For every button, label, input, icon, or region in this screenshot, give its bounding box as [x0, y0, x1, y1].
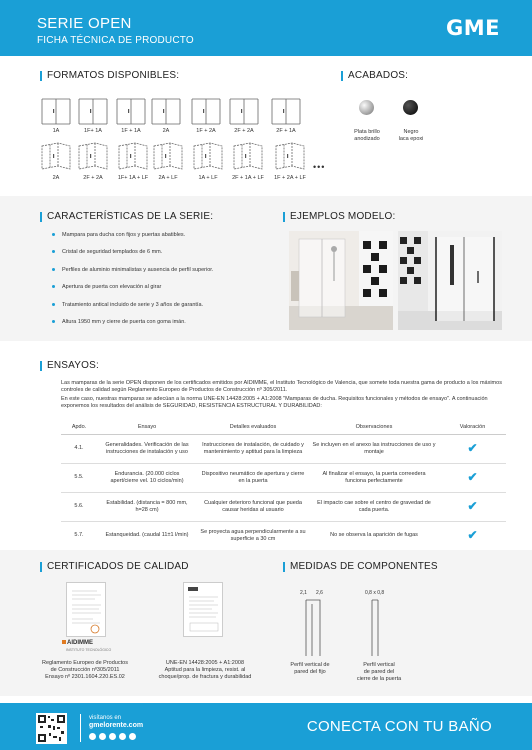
table-row: [61, 463, 506, 492]
cell-observaciones: Se incluyen en el anexo las instrucciones de uso y montaje: [309, 434, 439, 463]
cell-apdo: 5.5.: [61, 463, 97, 492]
certificate-document-1: [66, 582, 106, 637]
aidimme-subtitle: INSTITUTO TECNOLÓGICO: [66, 648, 112, 652]
certificate-label-2: UNE-EN 14428:2005 + A1:2008 Aptitud para la limpieza, resist. al choque/prop. de fractura y durabilidad: [158, 660, 252, 680]
more-formats-indicator: •••: [313, 162, 326, 172]
cell-observaciones: El impacto cae sobre el centro de gravedad de cada puerta.: [309, 492, 439, 521]
feature-item: Tratamiento antical incluido de serie y 3 años de garantía.: [52, 302, 213, 319]
format-label: 2F + 2A: [234, 128, 254, 134]
col-header-detalles: Detalles evaluados: [197, 420, 309, 434]
format-thumbnail-2-0: [38, 141, 74, 171]
tests-intro-paragraph: Las mamparas de la serie OPEN disponen de los certificados emitidos por AIDIMME, el Instituto Tecnológico de Valencia, que somete toda nuestra gama de producto a los máximos controles de calidad según Reglamento Europeo de Productos de Construcción nº 305/2011.: [61, 380, 502, 393]
finish-swatch-black: [403, 100, 418, 115]
col-header-valoracion: Valoración: [439, 420, 506, 434]
aidimme-logo: AIDIMME: [62, 640, 93, 646]
formats-title: FORMATOS DISPONIBLES:: [47, 70, 180, 81]
example-photo-white: [289, 231, 393, 330]
format-label: 2A: [162, 128, 170, 134]
table-header-row: [61, 420, 506, 434]
format-thumbnail-2-4: [190, 141, 226, 171]
wall-profile-fixed-drawing: [300, 598, 330, 658]
format-label: 1F + 2A + LF: [274, 175, 306, 181]
format-thumbnail-2-3: [150, 141, 186, 171]
checkmark-icon: ✔: [439, 463, 506, 492]
youtube-icon[interactable]: [129, 733, 136, 740]
tests-norm-paragraph: En este caso, nuestras mamparas se adecúan a la norma UNE-EN 14428:2005 + A1:2008 "Mamparas de ducha. Requisitos funcionales y métodos de ensayo". A continuación exponemos los resultados del análisis de SEGURIDAD, RESISTENCIA ESTRUCTURAL Y DURABILIDAD:: [61, 396, 488, 409]
brand-logo: GME: [446, 16, 500, 40]
checkmark-icon: ✔: [439, 492, 506, 521]
col-header-ensayo: Ensayo: [97, 420, 197, 434]
table-row: [61, 492, 506, 521]
checkmark-icon: ✔: [439, 521, 506, 550]
cell-ensayo: Estanqueidad. (caudal 11±1 l/min): [97, 521, 197, 550]
series-subtitle: FICHA TÉCNICA DE PRODUCTO: [37, 35, 194, 46]
format-thumbnail-2-1: [75, 141, 111, 171]
tests-table: [61, 420, 506, 551]
examples-title: EJEMPLOS MODELO:: [290, 211, 396, 222]
profile-dim-1a: 2,1: [300, 590, 307, 596]
feature-item: Perfiles de aluminio minimalistas y ausencia de perfil superior.: [52, 267, 213, 284]
cell-apdo: 4.1.: [61, 434, 97, 463]
finish-label-silver: Plata brillo anodizado: [354, 129, 380, 142]
feature-item: Mampara para ducha con fijos y puertas abatibles.: [52, 232, 213, 249]
format-label: 2F + 1A + LF: [232, 175, 264, 181]
format-label: 1A: [52, 128, 60, 134]
cell-apdo: 5.6.: [61, 492, 97, 521]
format-label: 2F + 2A: [83, 175, 103, 181]
format-label: 1F + 2A: [196, 128, 216, 134]
cell-observaciones: No se observa la aparición de fugas: [309, 521, 439, 550]
format-thumbnail-1-4: [188, 96, 224, 126]
checkmark-icon: ✔: [439, 434, 506, 463]
footer-visit: visítanos en gmelorente.com: [89, 715, 144, 729]
cell-apdo: 5.7.: [61, 521, 97, 550]
profile-dim-2: 0,8 x 0,8: [365, 590, 385, 596]
certificate-label-1: Reglamento Europeo de Productos de Construcción nº305/2011 Ensayo nº 2301.1604.220.ES.02: [42, 660, 128, 680]
format-thumbnail-1-0: [38, 96, 74, 126]
measures-title: MEDIDAS DE COMPONENTES: [290, 561, 438, 572]
format-thumbnail-1-6: [268, 96, 304, 126]
tests-title: ENSAYOS:: [47, 360, 99, 371]
format-label: 1F+ 1A: [84, 128, 102, 134]
wall-profile-door-drawing: [366, 598, 386, 658]
profile-dim-1b: 2,6: [316, 590, 323, 596]
series-title: SERIE OPEN: [37, 15, 132, 32]
format-label: 1A + LF: [198, 175, 218, 181]
format-label: 1F + 1A: [121, 128, 141, 134]
finishes-title: ACABADOS:: [348, 70, 409, 81]
format-thumbnail-1-2: [113, 96, 149, 126]
format-label: 2F + 1A: [276, 128, 296, 134]
format-thumbnail-2-2: [115, 141, 151, 171]
example-photo-black: [398, 231, 502, 330]
finish-swatch-silver: [359, 100, 374, 115]
footer-divider: [80, 714, 81, 742]
features-title: CARACTERÍSTICAS DE LA SERIE:: [47, 211, 214, 222]
cell-detalles: Instrucciones de instalación, de cuidado y mantenimiento y aptitud para la limpieza: [197, 434, 309, 463]
instagram-icon[interactable]: [119, 733, 126, 740]
format-thumbnail-2-6: [272, 141, 308, 171]
page-header: [0, 0, 532, 56]
cell-ensayo: Estabilidad. (distancia = 800 mm, h=28 cm): [97, 492, 197, 521]
col-header-observaciones: Observaciones: [309, 420, 439, 434]
cell-detalles: Dispositivo neumático de apertura y cierre en la puerta: [197, 463, 309, 492]
feature-item: Altura 1950 mm y cierre de puerta con goma imán.: [52, 319, 213, 336]
table-row: [61, 434, 506, 463]
website-link[interactable]: gmelorente.com: [89, 722, 144, 729]
feature-item: Cristal de seguridad templados de 6 mm.: [52, 249, 213, 266]
col-header-apdo: Apdo.: [61, 420, 97, 434]
table-row: [61, 521, 506, 550]
format-thumbnail-1-5: [226, 96, 262, 126]
format-thumbnail-1-1: [75, 96, 111, 126]
qr-code[interactable]: [36, 713, 67, 744]
finish-label-black: Negro laca epoxi: [398, 129, 424, 142]
format-label: 1F+ 1A + LF: [117, 175, 149, 181]
cell-detalles: Cualquier deterioro funcional que pueda causar heridas al usuario: [197, 492, 309, 521]
cell-ensayo: Endurancia. (20.000 ciclos apert/cierre vel. 10 ciclos/min): [97, 463, 197, 492]
page-footer: [0, 703, 532, 750]
format-thumbnail-1-3: [148, 96, 184, 126]
cell-observaciones: Al finalizar el ensayo, la puerta correedera funciona perfectamente: [309, 463, 439, 492]
cell-detalles: Se proyecta agua perpendicularmente a su superficie a 30 cm: [197, 521, 309, 550]
format-thumbnail-2-5: [230, 141, 266, 171]
features-list: [52, 232, 213, 336]
format-label: 2A + LF: [158, 175, 178, 181]
linkedin-icon[interactable]: [89, 733, 96, 740]
footer-slogan: CONECTA CON TU BAÑO: [306, 718, 492, 735]
profile-label-fixed: Perfil vertical de pared del fijo: [290, 662, 330, 675]
certificate-document-2: [183, 582, 223, 637]
facebook-icon[interactable]: [99, 733, 106, 740]
cell-ensayo: Generalidades. Verificación de las instrucciones de instalación y uso: [97, 434, 197, 463]
feature-item: Apertura de puerta con elevación al girar: [52, 284, 213, 301]
profile-label-door: Perfil vertical de pared del cierre de la puerta: [356, 662, 402, 682]
certs-title: CERTIFICADOS DE CALIDAD: [47, 561, 189, 572]
format-label: 2A: [52, 175, 60, 181]
pinterest-icon[interactable]: [109, 733, 116, 740]
